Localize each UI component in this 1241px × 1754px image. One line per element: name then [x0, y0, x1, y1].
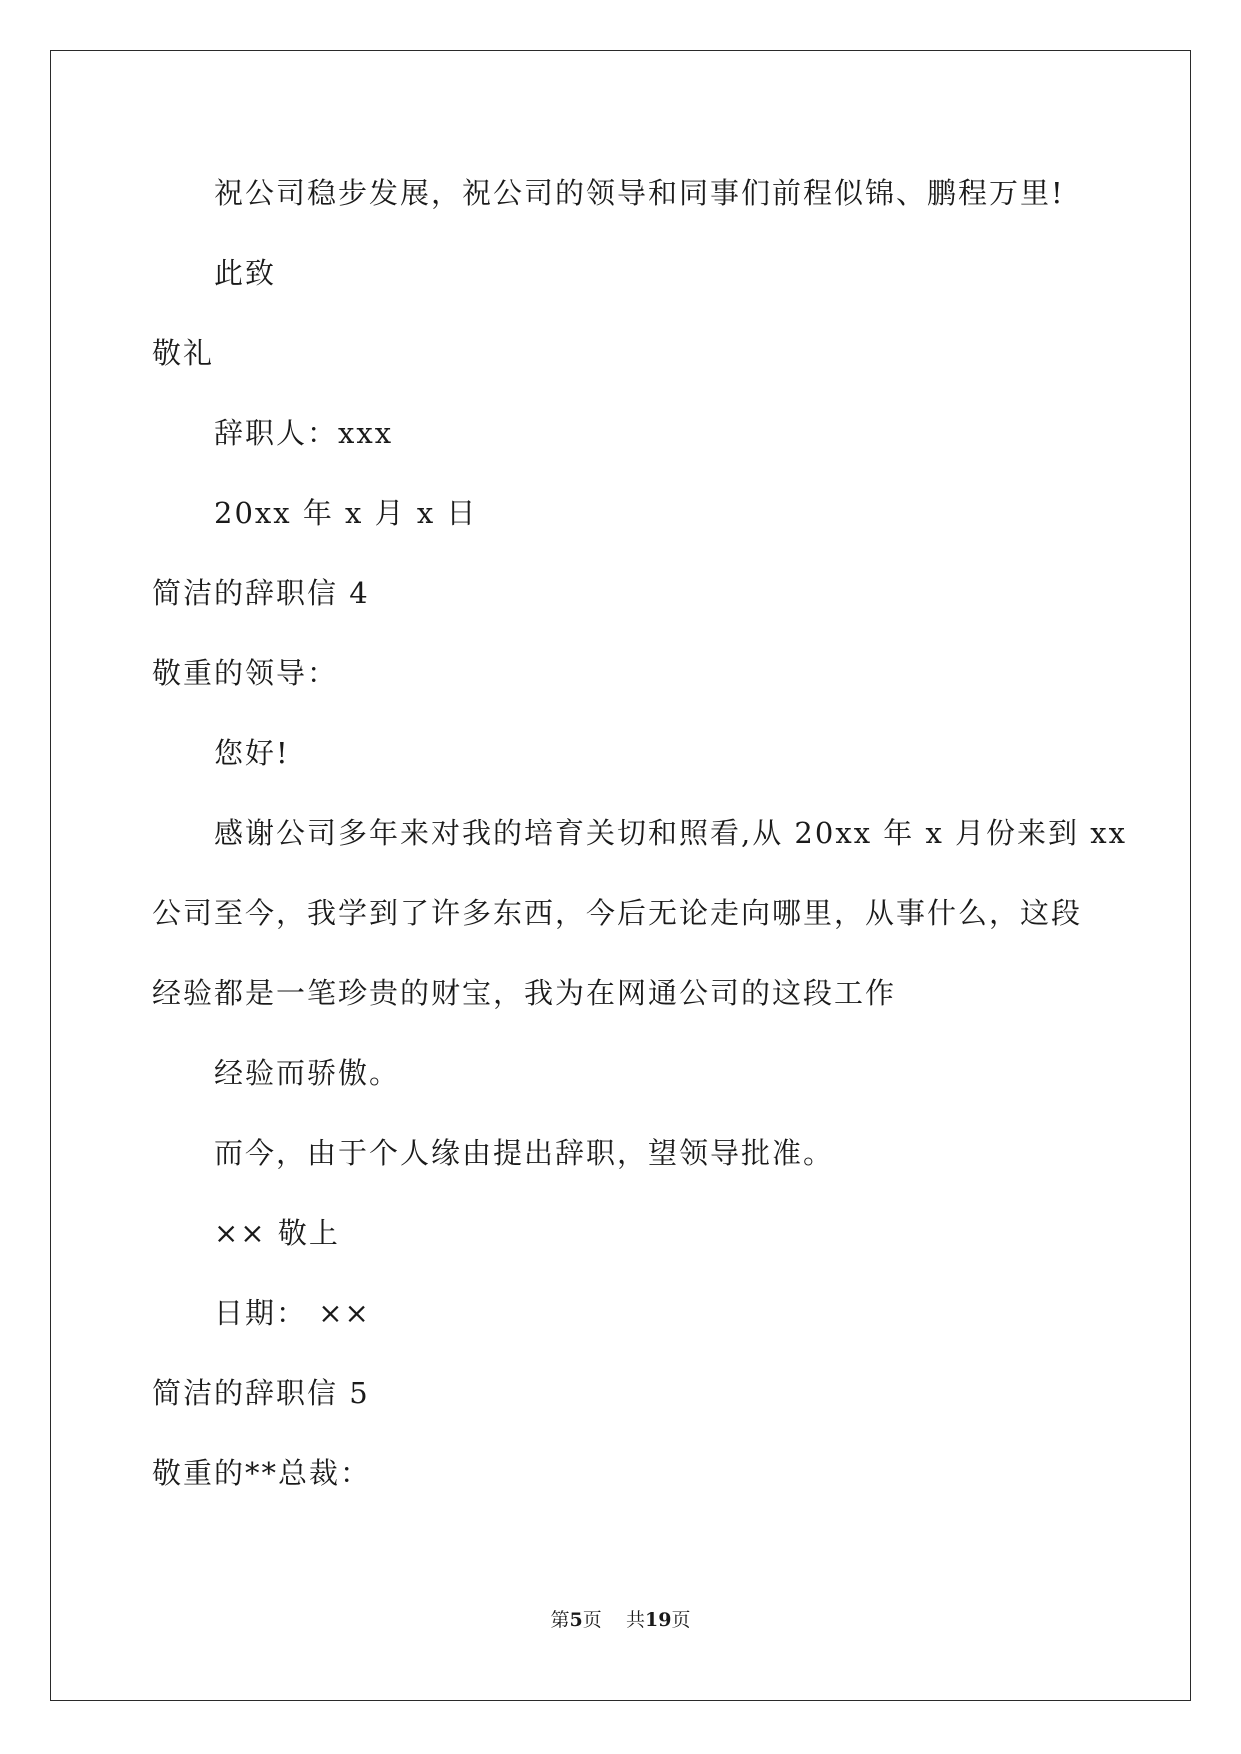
footer-page-suffix: 页	[582, 1609, 602, 1631]
body-paragraph-line-1: 感谢公司多年来对我的培育关切和照看,从 20xx 年 x 月份来到 xx	[214, 816, 1127, 850]
resignation-statement: 而今，由于个人缘由提出辞职，望领导批准。	[214, 1136, 835, 1170]
letter-greeting: 敬重的领导：	[152, 656, 339, 690]
footer-total-prefix: 共	[625, 1609, 645, 1631]
salutation-jingli: 敬礼	[152, 336, 215, 370]
letter-greeting-5: 敬重的**总裁：	[152, 1456, 372, 1490]
date-signature-line: 日期： ××	[214, 1296, 371, 1330]
body-paragraph-line-2: 公司至今，我学到了许多东西，今后无论走向哪里，从事什么，这段	[152, 896, 1083, 930]
date-line: 20xx 年 x 月 x 日	[214, 496, 478, 530]
page-footer	[0, 1608, 1241, 1632]
footer-total-suffix: 页	[671, 1609, 691, 1631]
body-paragraph-line-4: 经验而骄傲。	[214, 1056, 401, 1090]
section-heading-4: 简洁的辞职信 4	[152, 576, 370, 610]
signature-line: ×× 敬上	[214, 1216, 340, 1250]
footer-page-number: 5	[569, 1609, 583, 1631]
closing-wish: 祝公司稳步发展，祝公司的领导和同事们前程似锦、鹏程万里!	[214, 176, 1065, 210]
body-paragraph-line-3: 经验都是一笔珍贵的财宝，我为在网通公司的这段工作	[152, 976, 897, 1010]
letter-hello: 您好!	[214, 736, 290, 770]
footer-prefix: 第	[550, 1609, 570, 1631]
signer-line: 辞职人：xxx	[214, 416, 394, 450]
salutation-cizhi: 此致	[214, 256, 277, 290]
footer-total-pages: 19	[644, 1609, 672, 1631]
section-heading-5: 简洁的辞职信 5	[152, 1376, 370, 1410]
